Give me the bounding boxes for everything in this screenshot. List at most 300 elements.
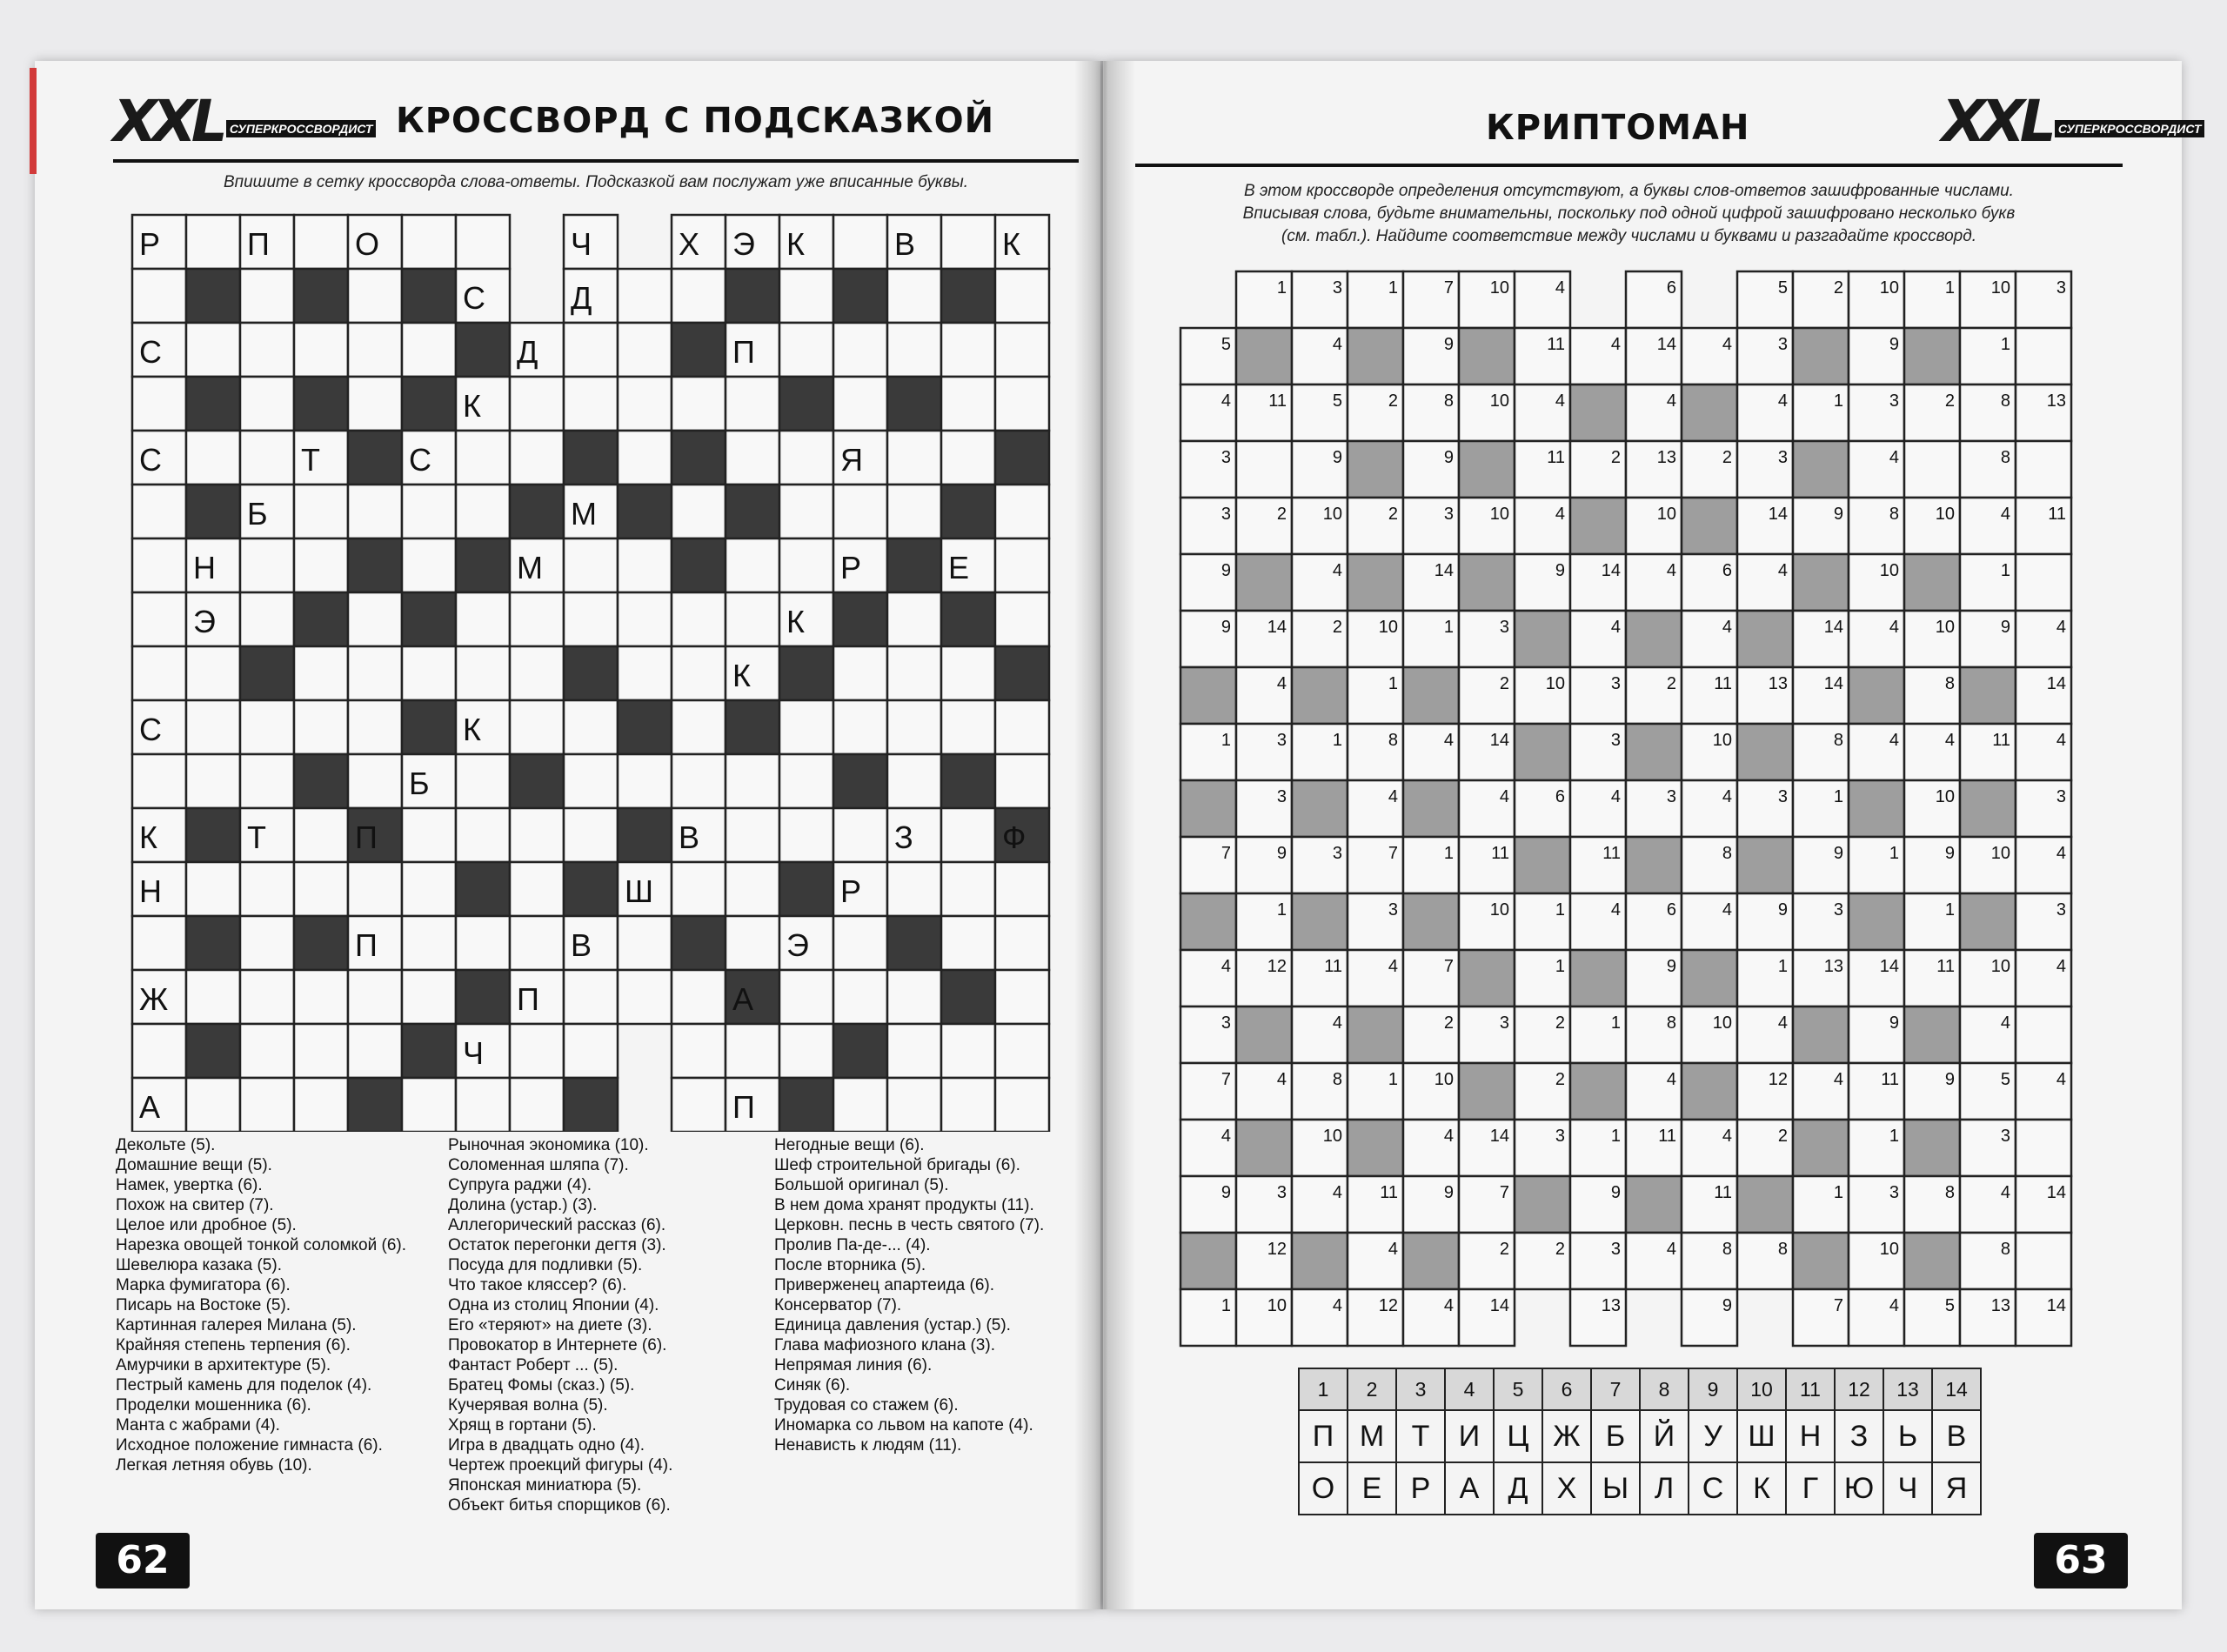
cipher-cell[interactable] [2016, 1007, 2071, 1063]
grid-cell[interactable] [564, 754, 618, 808]
grid-cell[interactable] [887, 700, 941, 754]
key-letter: Ы [1591, 1462, 1640, 1515]
grid-cell[interactable] [779, 269, 833, 323]
key-number: 2 [1348, 1368, 1396, 1410]
grid-cell[interactable] [941, 808, 995, 862]
grid-cell[interactable] [672, 377, 726, 431]
grid-cell[interactable] [132, 269, 186, 323]
grid-cell[interactable] [995, 916, 1049, 970]
grid-cell[interactable] [240, 754, 294, 808]
grid-cell[interactable] [510, 862, 564, 916]
black-cell [294, 377, 348, 431]
key-number: 1 [1299, 1368, 1348, 1410]
cipher-number: 9 [1555, 561, 1565, 580]
grid-cell[interactable] [887, 646, 941, 700]
grid-cell[interactable] [132, 538, 186, 592]
hint-letter: К [139, 819, 157, 855]
cipher-number: 4 [1276, 1070, 1287, 1089]
grid-cell[interactable] [456, 592, 510, 646]
grid-cell[interactable] [240, 1078, 294, 1132]
grid-cell[interactable] [402, 808, 456, 862]
cipher-number: 4 [1443, 731, 1454, 750]
grid-cell[interactable] [995, 323, 1049, 377]
grid-cell[interactable] [779, 700, 833, 754]
shaded-cell [1960, 780, 2016, 837]
cipher-number: 10 [1990, 844, 2010, 863]
grid-cell[interactable] [672, 754, 726, 808]
cipher-number: 10 [1656, 505, 1676, 524]
grid-cell[interactable] [887, 485, 941, 538]
shaded-cell [1403, 780, 1459, 837]
clue-item: Хрящ в гортани (5). [448, 1416, 597, 1435]
grid-cell[interactable] [887, 1078, 941, 1132]
grid-cell[interactable] [564, 808, 618, 862]
grid-cell[interactable] [887, 862, 941, 916]
grid-cell[interactable] [186, 323, 240, 377]
shaded-cell [1236, 554, 1292, 611]
cipher-number: 3 [2000, 1127, 2010, 1146]
clue-item: Нарезка овощей тонкой соломкой (6). [116, 1236, 406, 1254]
grid-cell[interactable] [348, 970, 402, 1024]
grid-cell[interactable] [402, 323, 456, 377]
key-letter: К [1737, 1462, 1786, 1515]
grid-cell[interactable] [294, 485, 348, 538]
cipher-number: 9 [1443, 1183, 1454, 1202]
cipher-number: 8 [1332, 1070, 1342, 1089]
grid-cell[interactable] [402, 215, 456, 269]
cipher-cell[interactable] [2016, 441, 2071, 498]
hint-letter: П [247, 226, 270, 262]
key-letter: А [1445, 1462, 1494, 1515]
cipher-number: 7 [1388, 844, 1398, 863]
grid-cell[interactable] [240, 700, 294, 754]
grid-cell[interactable] [510, 916, 564, 970]
cipher-number: 3 [1777, 787, 1788, 806]
cipher-number: 10 [1322, 1127, 1342, 1146]
grid-cell[interactable] [779, 431, 833, 485]
grid-cell[interactable] [833, 700, 887, 754]
grid-cell[interactable] [672, 1024, 726, 1078]
cipher-number: 3 [2056, 900, 2066, 920]
grid-cell[interactable] [348, 862, 402, 916]
grid-cell[interactable] [294, 538, 348, 592]
grid-cell[interactable] [941, 431, 995, 485]
cipher-number: 4 [1666, 1240, 1676, 1259]
black-cell [456, 970, 510, 1024]
grid-cell[interactable] [564, 323, 618, 377]
shaded-cell [1515, 724, 1570, 780]
black-cell [833, 269, 887, 323]
grid-cell[interactable] [240, 592, 294, 646]
grid-cell[interactable] [402, 970, 456, 1024]
grid-cell[interactable] [564, 1024, 618, 1078]
shaded-cell [1737, 724, 1793, 780]
grid-cell[interactable] [510, 1078, 564, 1132]
cipher-number: 3 [1276, 787, 1287, 806]
grid-cell[interactable] [456, 485, 510, 538]
cipher-number: 11 [1714, 674, 1732, 693]
grid-cell[interactable] [186, 431, 240, 485]
grid-cell[interactable] [510, 377, 564, 431]
grid-cell[interactable] [294, 970, 348, 1024]
grid-cell[interactable] [186, 1078, 240, 1132]
grid-cell[interactable] [887, 431, 941, 485]
red-edge-tab [30, 68, 37, 174]
grid-cell[interactable] [294, 646, 348, 700]
cipher-number: 1 [1443, 618, 1454, 637]
grid-cell[interactable] [240, 377, 294, 431]
grid-cell[interactable] [672, 1078, 726, 1132]
grid-cell[interactable] [402, 538, 456, 592]
grid-cell[interactable] [833, 323, 887, 377]
grid-cell[interactable] [941, 1078, 995, 1132]
grid-cell[interactable] [348, 485, 402, 538]
shaded-cell [1682, 1063, 1737, 1120]
grid-cell[interactable] [294, 323, 348, 377]
grid-cell[interactable] [240, 538, 294, 592]
shaded-cell [1626, 724, 1682, 780]
grid-cell[interactable] [186, 646, 240, 700]
hint-letter: Ч [463, 1035, 484, 1071]
grid-cell[interactable] [672, 970, 726, 1024]
grid-cell[interactable] [456, 646, 510, 700]
cipher-number: 9 [1777, 900, 1788, 920]
grid-cell[interactable] [510, 808, 564, 862]
grid-cell[interactable] [887, 269, 941, 323]
clue-item: Фантаст Роберт ... (5). [448, 1356, 619, 1374]
grid-cell[interactable] [456, 808, 510, 862]
grid-cell[interactable] [995, 592, 1049, 646]
grid-cell[interactable] [294, 1024, 348, 1078]
grid-cell[interactable] [672, 862, 726, 916]
grid-cell[interactable] [833, 646, 887, 700]
key-letter: Д [1494, 1462, 1542, 1515]
grid-cell[interactable] [132, 916, 186, 970]
right-intro [1135, 180, 2123, 248]
grid-cell[interactable] [402, 1078, 456, 1132]
cipher-cell[interactable] [1904, 441, 1960, 498]
shaded-cell [1849, 667, 1904, 724]
grid-cell[interactable] [618, 646, 672, 700]
grid-cell[interactable] [995, 862, 1049, 916]
grid-cell[interactable] [995, 1024, 1049, 1078]
cipher-number: 4 [1555, 278, 1565, 298]
grid-cell[interactable] [186, 970, 240, 1024]
cipher-number: 14 [1656, 335, 1676, 354]
cipher-number: 12 [1267, 957, 1287, 976]
cipher-number: 4 [2056, 844, 2066, 863]
cipher-number: 11 [1491, 844, 1509, 863]
cipher-number: 4 [1610, 335, 1621, 354]
cipher-cell[interactable] [2016, 328, 2071, 385]
grid-cell[interactable] [941, 862, 995, 916]
grid-cell[interactable] [564, 377, 618, 431]
key-letter: Й [1640, 1410, 1689, 1462]
grid-cell[interactable] [240, 1024, 294, 1078]
grid-cell[interactable] [779, 970, 833, 1024]
grid-cell[interactable] [240, 970, 294, 1024]
cipher-cell[interactable] [2016, 1120, 2071, 1176]
cipher-number: 1 [1889, 844, 1899, 863]
grid-cell[interactable] [672, 592, 726, 646]
grid-cell[interactable] [779, 538, 833, 592]
grid-cell[interactable] [618, 970, 672, 1024]
grid-cell[interactable] [995, 485, 1049, 538]
grid-cell[interactable] [941, 323, 995, 377]
grid-cell[interactable] [672, 646, 726, 700]
cipher-number: 4 [1833, 1070, 1843, 1089]
grid-cell[interactable] [186, 754, 240, 808]
grid-cell[interactable] [726, 538, 779, 592]
grid-cell[interactable] [456, 754, 510, 808]
grid-cell[interactable] [348, 323, 402, 377]
grid-cell[interactable] [887, 592, 941, 646]
grid-cell[interactable] [941, 700, 995, 754]
grid-cell[interactable] [995, 538, 1049, 592]
cipher-number: 14 [2046, 1183, 2066, 1202]
grid-cell[interactable] [887, 970, 941, 1024]
black-cell [833, 592, 887, 646]
grid-cell[interactable] [672, 700, 726, 754]
grid-cell[interactable] [618, 754, 672, 808]
grid-cell[interactable] [995, 1078, 1049, 1132]
cipher-number: 1 [1944, 278, 1955, 298]
grid-cell[interactable] [833, 485, 887, 538]
grid-cell[interactable] [294, 215, 348, 269]
clue-item: Его «теряют» на диете (3). [448, 1316, 652, 1334]
grid-cell[interactable] [672, 485, 726, 538]
grid-cell[interactable] [726, 377, 779, 431]
cipher-number: 8 [2000, 448, 2010, 467]
grid-cell[interactable] [941, 646, 995, 700]
grid-cell[interactable] [510, 700, 564, 754]
shaded-cell [1570, 950, 1626, 1007]
cipher-number: 8 [1944, 1183, 1955, 1202]
black-cell [564, 646, 618, 700]
black-cell [564, 862, 618, 916]
grid-cell[interactable] [833, 1078, 887, 1132]
grid-cell[interactable] [456, 1078, 510, 1132]
key-number: 9 [1689, 1368, 1737, 1410]
cipher-number: 9 [1276, 844, 1287, 863]
grid-cell[interactable] [348, 377, 402, 431]
cipher-cell[interactable] [2016, 554, 2071, 611]
grid-cell[interactable] [941, 1024, 995, 1078]
grid-cell[interactable] [294, 700, 348, 754]
cipher-number: 2 [1388, 391, 1398, 411]
grid-cell[interactable] [294, 808, 348, 862]
cipher-number: 4 [1276, 674, 1287, 693]
hint-letter: Е [948, 550, 970, 585]
black-cell [833, 754, 887, 808]
grid-cell[interactable] [564, 538, 618, 592]
black-cell [456, 862, 510, 916]
grid-cell[interactable] [833, 970, 887, 1024]
grid-cell[interactable] [132, 377, 186, 431]
key-letter: Ж [1542, 1410, 1591, 1462]
cipher-number: 7 [1833, 1296, 1843, 1315]
grid-cell[interactable] [456, 215, 510, 269]
grid-cell[interactable] [995, 970, 1049, 1024]
grid-cell[interactable] [995, 754, 1049, 808]
grid-cell[interactable] [618, 916, 672, 970]
cipher-number: 1 [1388, 674, 1398, 693]
grid-cell[interactable] [833, 916, 887, 970]
grid-cell[interactable] [186, 862, 240, 916]
grid-cell[interactable] [240, 916, 294, 970]
cipher-number: 1 [1833, 787, 1843, 806]
grid-cell[interactable] [618, 377, 672, 431]
hint-letter: С [463, 280, 485, 316]
cipher-grid[interactable] [1179, 270, 2075, 1353]
hint-letter: Н [193, 550, 216, 585]
grid-cell[interactable] [402, 646, 456, 700]
grid-cell[interactable] [726, 592, 779, 646]
grid-cell[interactable] [510, 646, 564, 700]
shaded-cell [1904, 1120, 1960, 1176]
cipher-number: 13 [2046, 391, 2066, 411]
left-page-title: КРОССВОРД С ПОДСКАЗКОЙ [396, 101, 995, 141]
grid-cell[interactable] [132, 485, 186, 538]
grid-cell[interactable] [348, 1024, 402, 1078]
shaded-cell [1348, 441, 1403, 498]
grid-cell[interactable] [995, 269, 1049, 323]
grid-cell[interactable] [402, 916, 456, 970]
grid-cell[interactable] [564, 970, 618, 1024]
cipher-cell[interactable] [2016, 1233, 2071, 1289]
grid-cell[interactable] [672, 269, 726, 323]
cipher-number: 4 [1555, 391, 1565, 411]
crossword-grid[interactable] [130, 213, 1053, 1132]
cipher-number: 11 [1714, 1183, 1732, 1202]
grid-cell[interactable] [348, 646, 402, 700]
grid-cell[interactable] [456, 431, 510, 485]
grid-cell[interactable] [887, 754, 941, 808]
cipher-number: 8 [1944, 674, 1955, 693]
grid-cell[interactable] [186, 215, 240, 269]
grid-cell[interactable] [779, 808, 833, 862]
hint-letter: П [517, 981, 539, 1017]
cipher-number: 4 [1722, 787, 1732, 806]
grid-cell[interactable] [833, 377, 887, 431]
shaded-cell [1793, 1007, 1849, 1063]
grid-cell[interactable] [348, 700, 402, 754]
grid-cell[interactable] [456, 916, 510, 970]
grid-cell[interactable] [941, 377, 995, 431]
cipher-number: 4 [1666, 391, 1676, 411]
grid-cell[interactable] [726, 862, 779, 916]
grid-cell[interactable] [779, 754, 833, 808]
clue-column-3 [774, 1135, 1070, 1455]
grid-cell[interactable] [618, 538, 672, 592]
hint-letter: Я [840, 442, 863, 478]
key-number: 11 [1786, 1368, 1835, 1410]
grid-cell[interactable] [240, 431, 294, 485]
logo-text: XXL [113, 88, 223, 155]
grid-cell[interactable] [240, 323, 294, 377]
cipher-number: 3 [1332, 844, 1342, 863]
intro-line-1: В этом кроссворде определения отсутствуют, а буквы слов-ответов зашифрованные числами. [1244, 182, 2014, 200]
grid-cell[interactable] [618, 592, 672, 646]
grid-cell[interactable] [186, 700, 240, 754]
grid-cell[interactable] [941, 916, 995, 970]
grid-cell[interactable] [995, 377, 1049, 431]
grid-cell[interactable] [348, 592, 402, 646]
grid-cell[interactable] [132, 1024, 186, 1078]
cipher-number: 3 [1666, 787, 1676, 806]
black-cell [456, 323, 510, 377]
cipher-number: 10 [1378, 618, 1398, 637]
grid-cell[interactable] [833, 215, 887, 269]
grid-cell[interactable] [348, 269, 402, 323]
grid-cell[interactable] [294, 1078, 348, 1132]
cipher-cell[interactable] [1236, 441, 1292, 498]
cipher-number: 3 [1388, 900, 1398, 920]
grid-cell[interactable] [995, 700, 1049, 754]
grid-cell[interactable] [779, 1024, 833, 1078]
cipher-number: 9 [1221, 1183, 1231, 1202]
grid-cell[interactable] [779, 485, 833, 538]
grid-cell[interactable] [887, 1024, 941, 1078]
grid-cell[interactable] [618, 269, 672, 323]
grid-cell[interactable] [564, 592, 618, 646]
cipher-number: 9 [1722, 1296, 1732, 1315]
grid-cell[interactable] [726, 754, 779, 808]
grid-cell[interactable] [132, 646, 186, 700]
grid-cell[interactable] [294, 862, 348, 916]
grid-cell[interactable] [618, 323, 672, 377]
cipher-number: 3 [1610, 674, 1621, 693]
hint-letter: П [355, 819, 378, 855]
grid-cell[interactable] [240, 862, 294, 916]
cipher-number: 9 [1944, 844, 1955, 863]
cipher-number: 11 [1547, 448, 1565, 467]
cipher-number: 6 [1666, 278, 1676, 298]
black-cell [186, 808, 240, 862]
grid-cell[interactable] [726, 1024, 779, 1078]
grid-cell[interactable] [510, 1024, 564, 1078]
cipher-number: 2 [1833, 278, 1843, 298]
cipher-number: 2 [1722, 448, 1732, 467]
grid-cell[interactable] [941, 215, 995, 269]
grid-cell[interactable] [402, 862, 456, 916]
grid-cell[interactable] [402, 485, 456, 538]
grid-cell[interactable] [726, 808, 779, 862]
cipher-number: 9 [1889, 1013, 1899, 1033]
shaded-cell [1682, 950, 1737, 1007]
grid-cell[interactable] [887, 323, 941, 377]
grid-cell[interactable] [833, 808, 887, 862]
cipher-number: 8 [1777, 1240, 1788, 1259]
black-cell [726, 485, 779, 538]
grid-cell[interactable] [510, 592, 564, 646]
cipher-number: 3 [1889, 391, 1899, 411]
grid-cell[interactable] [132, 754, 186, 808]
cipher-number: 11 [1658, 1127, 1676, 1146]
grid-cell[interactable] [564, 700, 618, 754]
grid-cell[interactable] [726, 431, 779, 485]
clue-item: Рыночная экономика (10). [448, 1136, 649, 1154]
grid-cell[interactable] [510, 431, 564, 485]
cipher-number: 1 [1443, 844, 1454, 863]
grid-cell[interactable] [240, 269, 294, 323]
grid-cell[interactable] [779, 323, 833, 377]
grid-cell[interactable] [618, 431, 672, 485]
grid-cell[interactable] [348, 754, 402, 808]
grid-cell[interactable] [132, 592, 186, 646]
cipher-number: 1 [1889, 1127, 1899, 1146]
grid-cell[interactable] [726, 916, 779, 970]
